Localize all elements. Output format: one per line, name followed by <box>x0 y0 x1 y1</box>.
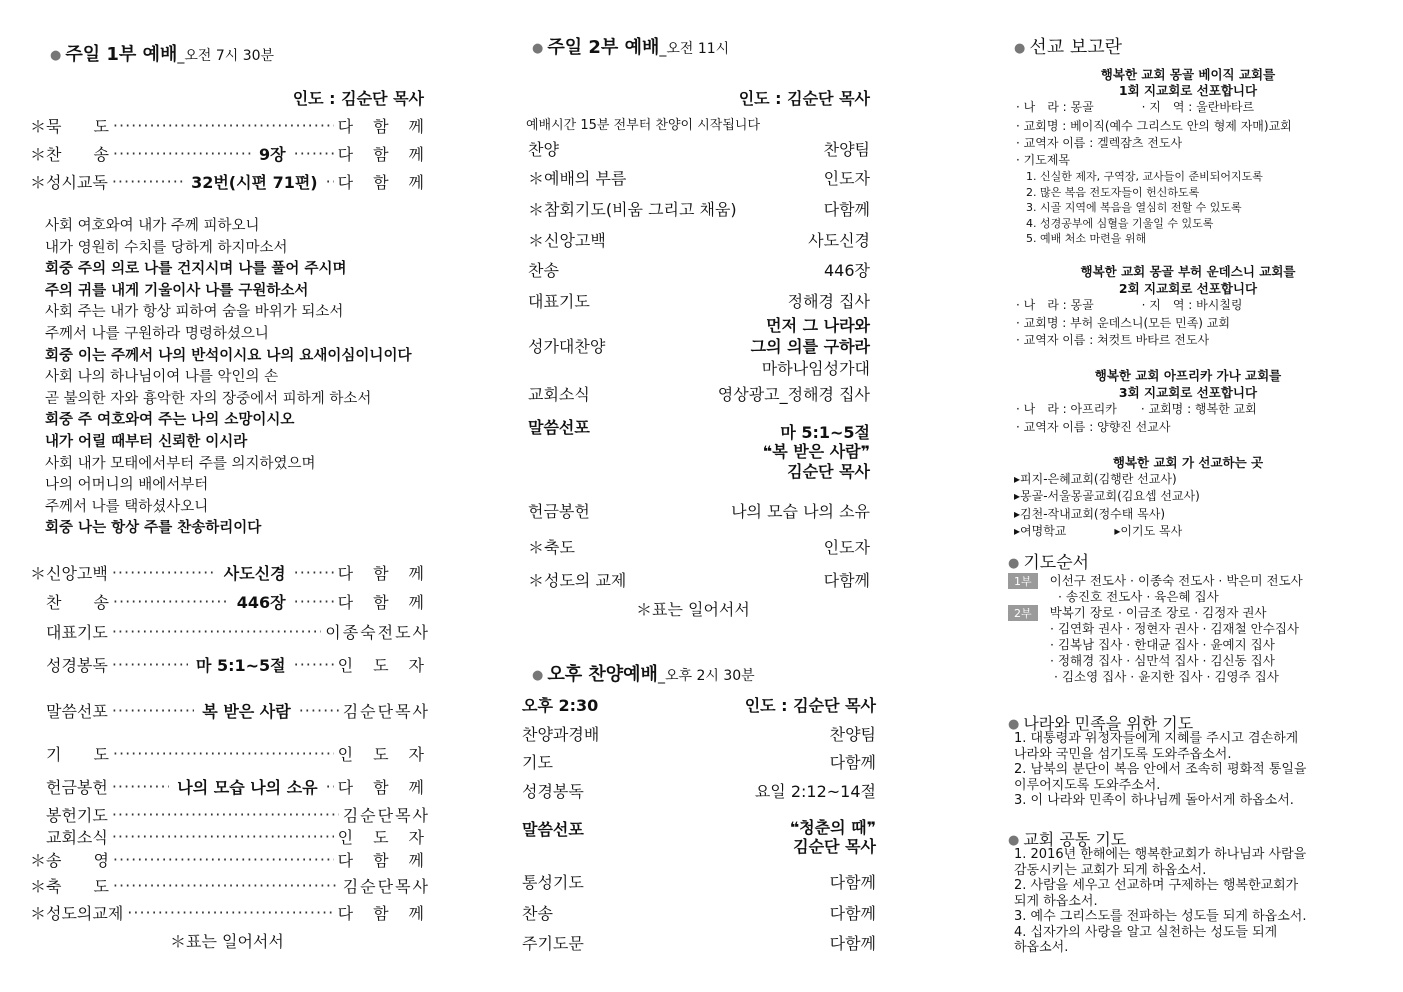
stand-note: ＊표는 일어서서 <box>636 600 750 619</box>
service-1-title: ● 주일 1부 예배_오전 7시 30분 <box>50 44 275 65</box>
reading-line: 회중 주의 의로 나를 건지시며 나를 풀어 주시며 <box>45 261 347 278</box>
order-label: 헌금봉헌 <box>30 777 108 797</box>
church-prayer-line: 4. 십자가의 사랑을 알고 실천하는 성도들 되게 <box>1014 924 1278 940</box>
reading-line: 주께서 나를 택하셨사오니 <box>45 498 209 515</box>
mission-1-country: · 나 라 : 몽골 · 지 역 : 울란바타르 <box>1016 100 1255 114</box>
dot-leader <box>112 655 188 674</box>
order-label: 찬양 <box>528 140 559 159</box>
order-value: 다함께 <box>337 777 444 797</box>
sermon-title: ❝복 받은 사람❞ <box>762 442 870 461</box>
mission-3-minister: · 교역자 이름 : 양향진 선교사 <box>1016 420 1171 434</box>
order-row <box>30 653 444 675</box>
order-label: 기도 <box>522 753 553 772</box>
prayer-order-line: · 김소영 집사 · 윤지한 집사 · 김영주 집사 <box>1054 669 1279 684</box>
prayer-order-line: · 김연화 권사 · 정현자 권사 · 김재철 안수집사 <box>1050 621 1299 636</box>
order-label: 기 도 <box>30 744 109 764</box>
order-label: ＊신앙고백 <box>528 231 606 250</box>
bullet-icon: ● <box>1014 40 1026 56</box>
order-value: 다함께 <box>829 904 876 923</box>
bullet-icon: ● <box>50 47 62 63</box>
mission-place: ▸피지-은혜교회(김행란 선교사) <box>1014 472 1177 486</box>
order-label: ＊참회기도(비움 그리고 채움) <box>528 200 737 219</box>
choir-name: 마하나임성가대 <box>761 359 870 378</box>
order-row <box>30 699 430 721</box>
mission-2-title-1: 행복한 교회 몽골 부허 운데스니 교회를 <box>1080 264 1296 279</box>
order-value: 사도신경 <box>808 231 870 250</box>
order-value: 다함께 <box>337 144 444 164</box>
order-label: ＊축 도 <box>30 876 109 896</box>
order-label: ＊묵 도 <box>30 116 109 136</box>
mission-3-country: · 나 라 : 아프리카 · 교회명 : 행복한 교회 <box>1016 402 1257 416</box>
dot-leader <box>112 172 183 191</box>
church-prayer-line: 1. 2016년 한해에는 행복한교회가 하나님과 사람을 <box>1014 847 1307 862</box>
order-detail: 32번(시편 71편) <box>191 172 318 192</box>
order-value: 인도자 <box>337 744 444 764</box>
reading-line: 사회 나의 하나님이여 나를 악인의 손 <box>45 369 279 386</box>
order-value: 다함께 <box>337 903 444 923</box>
prayer-item: 4. 성경공부에 심혈을 기울일 수 있도록 <box>1026 216 1214 230</box>
mission-1-minister: · 교역자 이름 : 겔렉잠츠 전도사 <box>1016 136 1183 150</box>
mission-2-minister: · 교역자 이름 : 쳐컷트 바타르 전도사 <box>1016 333 1210 347</box>
nation-prayer-line: 1. 대통령과 위정자들에게 지혜를 주시고 겸손하게 <box>1014 731 1299 746</box>
church-prayer-line: 3. 예수 그리스도를 전파하는 성도들 되게 하옵소서. <box>1014 909 1307 924</box>
dot-leader <box>294 144 334 163</box>
order-row <box>30 874 430 896</box>
order-value: 다함께 <box>829 873 876 892</box>
order-label: ＊축도 <box>528 538 575 557</box>
order-value: 이종숙전도사 <box>325 622 430 642</box>
order-row <box>30 142 444 164</box>
order-label: ＊성시교독 <box>30 172 108 192</box>
prayer-item: 1. 신실한 제자, 구역장, 교사들이 준비되어지도록 <box>1026 170 1263 183</box>
nation-prayer-line: 2. 남북의 분단이 복음 안에서 조속히 평화적 통일을 <box>1014 762 1307 777</box>
reading-line: 회중 나는 항상 주를 찬송하리이다 <box>45 520 262 537</box>
prayer-order-service-1-cont: · 송진호 전도사 · 육은혜 집사 <box>1058 589 1219 604</box>
dot-leader <box>294 655 334 674</box>
dot-leader <box>112 622 321 641</box>
dot-leader <box>113 850 334 869</box>
order-value: 인도자 <box>823 169 870 188</box>
dot-leader <box>112 805 339 824</box>
prayer-item: 5. 예배 처소 마련을 위해 <box>1026 232 1147 245</box>
order-label: 주기도문 <box>522 934 584 953</box>
order-row <box>30 170 444 192</box>
reading-line: 내가 영원히 수치를 당하게 하지마소서 <box>45 239 288 256</box>
order-value: 다함께 <box>823 200 870 219</box>
reading-line: 사회 주는 내가 항상 피하여 숨을 바위가 되소서 <box>45 304 344 321</box>
order-label: ＊성도의교제 <box>30 903 124 923</box>
order-row <box>30 590 444 612</box>
order-label: 찬송 <box>528 261 559 280</box>
mission-place: ▸여명학교 ▸이기도 목사 <box>1014 523 1183 538</box>
afternoon-title: ● 오후 찬양예배_오후 2시 30분 <box>532 664 755 685</box>
order-value: 김순단목사 <box>342 805 430 825</box>
mission-3-title-2: 3회 지교회로 선포합니다 <box>1118 385 1258 400</box>
reading-line: 곧 불의한 자와 흉악한 자의 장중에서 피하게 하소서 <box>45 390 372 407</box>
mission-2-church: · 교회명 : 부허 운데스니(모든 민족) 교회 <box>1016 316 1230 330</box>
dot-leader <box>326 777 334 796</box>
church-prayer-line: 하옵소서. <box>1014 940 1069 955</box>
order-label: 대표기도 <box>30 622 108 642</box>
order-value: 인도자 <box>823 538 870 557</box>
church-prayer-title: ● 교회 공동 기도 <box>1008 830 1127 849</box>
dot-leader <box>112 777 169 796</box>
dot-leader <box>113 144 251 163</box>
prayer-order-line: · 김복남 집사 · 한대균 집사 · 윤예지 집사 <box>1050 637 1275 652</box>
order-detail: 나의 모습 나의 소유 <box>177 777 318 797</box>
order-value: 446장 <box>824 261 870 280</box>
order-row <box>30 848 444 870</box>
order-row <box>30 775 444 797</box>
dot-leader <box>326 172 334 191</box>
dot-leader <box>294 592 334 611</box>
sermon-scripture: 마 5:1~5절 <box>780 423 870 442</box>
order-label: 찬양과경배 <box>522 725 600 744</box>
order-value: 다함께 <box>823 571 870 590</box>
church-prayer-line: 되게 하옵소서. <box>1014 893 1098 909</box>
order-value: 다함께 <box>337 592 444 612</box>
order-value: 다함께 <box>829 753 876 772</box>
nation-prayer-line: 나라와 국민을 섬기도록 도와주옵소서. <box>1014 746 1232 762</box>
order-label: 대표기도 <box>528 292 590 311</box>
order-label: ＊예배의 부름 <box>528 169 627 188</box>
mission-place: ▸몽골-서울몽골교회(김요셉 선교사) <box>1014 489 1200 504</box>
order-value: 찬양팀 <box>823 140 870 159</box>
dot-leader <box>112 563 216 582</box>
order-detail: 복 받은 사람 <box>202 701 291 721</box>
service-1-tag: 1부 <box>1008 573 1038 589</box>
reading-line: 사회 여호와여 내가 주께 피하오니 <box>45 218 260 234</box>
order-label: ＊찬 송 <box>30 144 109 164</box>
reading-line: 회중 주 여호와여 주는 나의 소망이시오 <box>45 412 295 429</box>
afternoon-leader: 인도 : 김순단 목사 <box>744 696 876 715</box>
mission-1-title-2: 1회 지교회로 선포합니다 <box>1118 83 1258 98</box>
order-row <box>30 561 444 583</box>
order-detail: 9장 <box>259 144 286 164</box>
mission-1-prayer-label: · 기도제목 <box>1016 153 1070 167</box>
dot-leader <box>112 701 194 720</box>
service-2-tag: 2부 <box>1008 605 1038 621</box>
order-label: 봉헌기도 <box>30 805 108 825</box>
order-row <box>30 742 444 764</box>
prayer-item: 3. 시골 지역에 복음을 열심히 전할 수 있도록 <box>1026 201 1242 214</box>
mission-3-title-1: 행복한 교회 아프리카 가나 교회를 <box>1094 368 1282 383</box>
order-value: 김순단목사 <box>342 876 430 896</box>
prayer-order-line: · 정해경 집사 · 심만석 집사 · 김신동 집사 <box>1050 653 1275 668</box>
order-value: 다함께 <box>337 116 444 136</box>
dot-leader <box>294 563 334 582</box>
choir-song-line-2: 그의 의를 구하라 <box>750 337 870 356</box>
bullet-icon: ● <box>532 667 544 683</box>
reading-line: 주께서 나를 구원하라 명령하셨으니 <box>45 326 269 342</box>
order-label: 성경봉독 <box>522 782 584 801</box>
mission-1-title-1: 행복한 교회 몽골 베이직 교회를 <box>1100 67 1276 82</box>
order-detail: 마 5:1~5절 <box>195 655 286 675</box>
dot-leader <box>113 744 334 763</box>
bullet-icon: ● <box>532 40 544 56</box>
dot-leader <box>113 876 339 895</box>
mission-2-country: · 나 라 : 몽골 · 지 역 : 바시칠링 <box>1016 298 1243 312</box>
order-label: ＊성도의 교제 <box>528 571 627 590</box>
dot-leader <box>112 827 334 846</box>
sermon-preacher: 김순단 목사 <box>787 462 870 481</box>
service-2-leader: 인도 : 김순단 목사 <box>738 89 870 108</box>
stand-note: ＊표는 일어서서 <box>170 932 284 951</box>
order-value: 다함께 <box>829 934 876 953</box>
service-2-title: ● 주일 2부 예배_오전 11시 <box>532 37 730 58</box>
prayer-order-service-2: 2부 박복기 장로 · 이금조 장로 · 김정자 권사 <box>1008 603 1267 621</box>
choir-song-line-1: 먼저 그 나라와 <box>766 316 870 335</box>
nation-prayer-title: ● 나라와 민족을 위한 기도 <box>1008 714 1194 733</box>
afternoon-sermon-preacher: 김순단 목사 <box>793 837 876 856</box>
bullet-icon: ● <box>1008 833 1020 848</box>
church-prayer-line: 2. 사람을 세우고 선교하며 구제하는 행복한교회가 <box>1014 878 1299 893</box>
mission-place: ▸김천-작내교회(정수태 목사) <box>1014 506 1166 521</box>
bullet-icon: ● <box>1008 717 1020 732</box>
order-row <box>30 620 430 642</box>
order-label: 찬송 <box>522 904 553 923</box>
order-value: 정해경 집사 <box>787 292 870 311</box>
mission-places-title: 행복한 교회 가 선교하는 곳 <box>1112 455 1264 470</box>
order-value: 요일 2:12~14절 <box>754 782 876 801</box>
order-value: 찬양팀 <box>829 725 876 744</box>
order-label: 헌금봉헌 <box>528 502 590 521</box>
service-2-intro: 예배시간 15분 전부터 찬양이 시작됩니다 <box>526 118 760 133</box>
reading-line: 회중 이는 주께서 나의 반석이시요 나의 요새이심이니이다 <box>45 347 412 364</box>
order-label: 찬 송 <box>30 592 109 612</box>
reading-line: 나의 어머니의 배에서부터 <box>45 477 209 494</box>
order-value: 인도자 <box>337 827 444 847</box>
prayer-order-service-1: 1부 이선구 전도사 · 이종숙 전도사 · 박은미 전도사 <box>1008 571 1303 589</box>
order-row <box>30 825 444 847</box>
service-1-leader: 인도 : 김순단 목사 <box>292 89 424 108</box>
mission-1-church: · 교회명 : 베이직(예수 그리스도 안의 형제 자매)교회 <box>1016 119 1292 133</box>
reading-line: 내가 어릴 때부터 신뢰한 이시라 <box>45 434 248 450</box>
afternoon-time: 오후 2:30 <box>522 696 599 715</box>
prayer-item: 2. 많은 복음 전도자들이 헌신하도록 <box>1026 185 1200 199</box>
order-label: ＊송 영 <box>30 850 109 870</box>
dot-leader <box>113 116 334 135</box>
mission-2-title-2: 2회 지교회로 선포합니다 <box>1118 281 1258 296</box>
order-value: 인도자 <box>337 655 444 675</box>
reading-line: 주의 귀를 내게 기울이사 나를 구원하소서 <box>45 282 309 299</box>
prayer-order-title: ● 기도순서 <box>1008 553 1090 573</box>
order-row <box>30 114 444 136</box>
order-value: 다함께 <box>337 563 444 583</box>
nation-prayer-line: 3. 이 나라와 민족이 하나님께 돌아서게 하옵소서. <box>1014 793 1294 808</box>
dot-leader <box>299 701 339 720</box>
order-detail: 446장 <box>236 592 286 612</box>
dot-leader <box>127 903 333 922</box>
order-value: 다함께 <box>337 172 444 192</box>
nation-prayer-line: 이루어지도록 도와주소서. <box>1014 777 1161 793</box>
bullet-icon: ● <box>1008 555 1020 571</box>
dot-leader <box>113 592 229 611</box>
order-label: 통성기도 <box>522 873 584 892</box>
order-value: 다함께 <box>337 850 444 870</box>
afternoon-sermon-title: ❝청춘의 때❞ <box>789 818 876 837</box>
order-row <box>30 803 430 825</box>
order-row <box>30 901 444 923</box>
order-label: 교회소식 <box>30 827 108 847</box>
order-value: 나의 모습 나의 소유 <box>731 502 870 521</box>
order-detail: 사도신경 <box>223 563 286 583</box>
order-value: 김순단목사 <box>342 701 430 721</box>
church-prayer-line: 감동시키는 교회가 되게 하옵소서. <box>1014 862 1207 878</box>
mission-title: ● 선교 보고란 <box>1014 37 1123 58</box>
reading-line: 사회 내가 모태에서부터 주를 의지하였으며 <box>45 455 316 472</box>
order-label: 성경봉독 <box>30 655 108 675</box>
order-label: ＊신앙고백 <box>30 563 108 583</box>
afternoon-sermon-label: 말씀선포 <box>522 820 584 839</box>
order-label: 말씀선포 <box>30 701 108 721</box>
